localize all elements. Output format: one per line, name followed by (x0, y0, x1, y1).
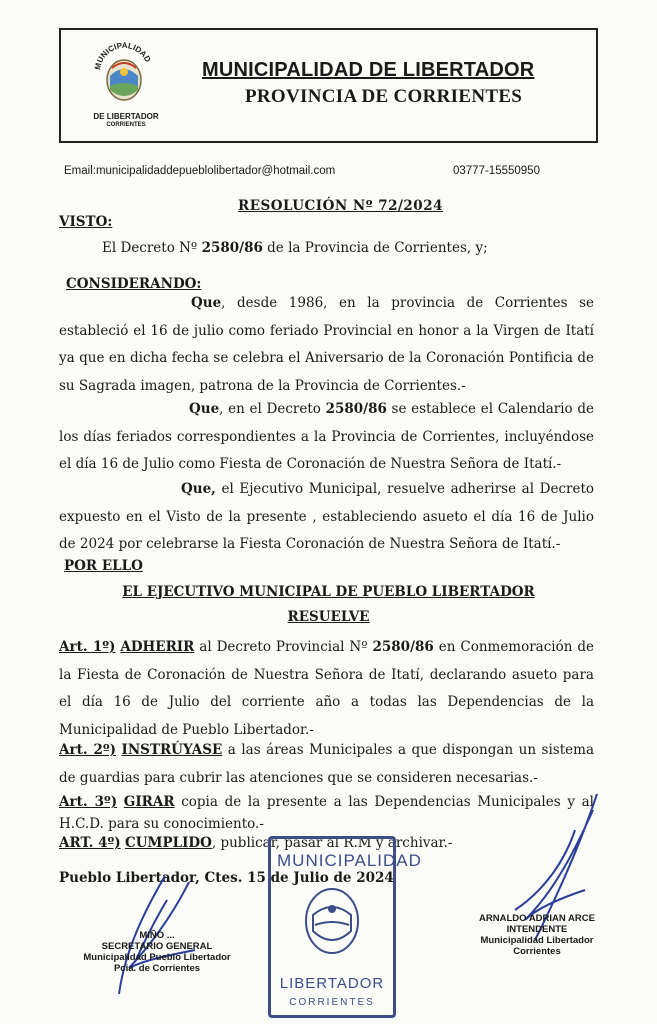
signature-left-name: MIÑO ... (139, 930, 175, 941)
stamp-bottom-text: LIBERTADOR (279, 975, 385, 992)
stamp-emblem-icon (301, 881, 363, 961)
article-3-text: copia de la presente a las Dependencias Municipales y al H.C.D. para su conocimiento.- (59, 794, 594, 832)
paragraph-2-decree: 2580/86 (325, 401, 387, 417)
visto-text-pre: El Decreto Nº (102, 240, 202, 256)
considerando-paragraph-2 (59, 396, 594, 479)
municipality-title: MUNICIPALIDAD DE LIBERTADOR (202, 59, 535, 81)
signature-right-place: Corrientes (513, 946, 561, 957)
article-3-verb: GIRAR (123, 794, 175, 810)
article-4-label: ART. 4º) (59, 835, 121, 851)
ejecutivo-heading: EL EJECUTIVO MUNICIPAL DE PUEBLO LIBERTADOR (122, 584, 535, 600)
article-1-verb: ADHERIR (120, 639, 195, 655)
por-ello-heading: POR ELLO (64, 558, 143, 574)
considerando-heading: CONSIDERANDO: (66, 276, 202, 292)
article-3-label: Art. 3º) (59, 794, 118, 810)
province-title: PROVINCIA DE CORRIENTES (245, 86, 523, 107)
signature-right-name: ARNALDO ADRIAN ARCE (479, 913, 595, 924)
signature-right-block (462, 913, 612, 957)
svg-text:MUNICIPALIDAD: MUNICIPALIDAD (93, 40, 153, 71)
signature-left-org: Municipalidad Pueblo Libertador (83, 952, 231, 963)
stamp-top-text: MUNICIPALIDAD (277, 851, 422, 870)
signature-left-role: SECRETARIO GENERAL (101, 941, 213, 952)
paragraph-2-text-b: se establece el Calendario de los días feriados correspondientes a la Provincia de Corrientes, incluyéndose el día 16 de Julio como Fiesta de Coronación de Nuestra Señora de Itatí.- (59, 401, 594, 473)
signature-left-block (72, 930, 242, 974)
contact-email: Email:municipalidaddepueblolibertador@hotmail.com (64, 165, 336, 177)
article-2-text: a las áreas Municipales a que dispongan un sistema de guardias para cubrir las atenciones que se consideren necesarias.- (59, 742, 594, 786)
seal-caption-sub: CORRIENTES (106, 122, 146, 128)
article-1 (59, 634, 594, 744)
que-1: Que (191, 295, 222, 311)
considerando-paragraph-1 (59, 290, 594, 400)
article-4-verb: CUMPLIDO (125, 835, 212, 851)
article-1-decree: 2580/86 (372, 639, 434, 655)
paragraph-2-text-a: , en el Decreto (219, 401, 326, 417)
paragraph-1-text: , desde 1986, en la provincia de Corrientes se estableció el 16 de julio como feriado Provincial en honor a la Virgen de Itatí ya que en dicha fecha se celebra el Aniversario de la Coronación Pontificia de su Sagrada imagen, patrona de la Provincia de Corrientes.- (59, 295, 594, 394)
resolution-title: RESOLUCIÓN Nº 72/2024 (238, 198, 443, 214)
visto-text-post: de la Provincia de Corrientes, y; (262, 240, 488, 256)
article-1-text-b: en Conmemoración de la Fiesta de Coronación de Nuestra Señora de Itatí, declarando asueto para el día 16 de Julio del corriente año a todas las Dependencias de la Municipalidad de Pueblo Libertador.- (59, 639, 595, 738)
seal-caption-line: DE LIBERTADOR (93, 112, 159, 121)
paragraph-3-text: el Ejecutivo Municipal, resuelve adherirse al Decreto expuesto en el Visto de la presente , estableciendo asueto el día 16 de Julio de 2024 por celebrarse la Fiesta Coronación de Nuestra Señora de Itatí.- (59, 481, 594, 553)
visto-heading: VISTO: (59, 214, 113, 230)
article-2-verb: INSTRÚYASE (121, 742, 223, 758)
municipal-seal-logo (92, 28, 156, 116)
article-2-label: Art. 2º) (59, 742, 116, 758)
article-2 (59, 737, 594, 792)
article-4-text: , publicar, pasar al R.M y archivar.- (211, 835, 453, 851)
place-date: Pueblo Libertador, Ctes. 15 de Julio de 2024 (59, 870, 394, 886)
signature-left-place: Pcia. de Corrientes (113, 963, 201, 974)
seal-caption (86, 112, 166, 130)
signature-right-org: Municipalidad Libertador (480, 935, 594, 946)
que-2: Que (189, 401, 220, 417)
article-1-label: Art. 1º) (59, 639, 116, 655)
article-1-text-a: al Decreto Provincial Nº (194, 639, 373, 655)
considerando-paragraph-3 (59, 476, 594, 559)
contact-phone: 03777-15550950 (453, 165, 540, 177)
resuelve-heading: RESUELVE (287, 609, 370, 625)
que-3: Que, (181, 481, 216, 497)
visto-decree-number: 2580/86 (201, 240, 263, 256)
signature-right-role: INTENDENTE (506, 924, 568, 935)
visto-text (102, 240, 488, 256)
stamp-sub-text: CORRIENTES (289, 997, 375, 1008)
